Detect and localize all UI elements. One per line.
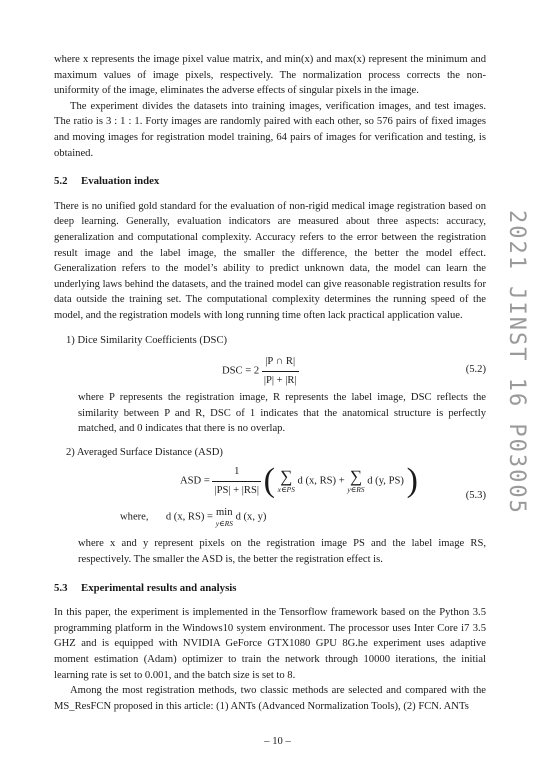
equation-number: (5.2) xyxy=(465,364,486,376)
list-item-asd-text: where x and y represent pixels on the registration image PS and the label image RS, respectively. The smaller the ASD is, the better the registration effect is. xyxy=(78,538,486,566)
paragraph-normalization: where x represents the image pixel value matrix, and min(x) and max(x) represent the minimum and maximum values of image pixels, respectively. The normalization process corrects the non-uniformity of the image, eliminates the adverse effects of singular pixels in the image. xyxy=(54,54,486,97)
section-number: 5.3 xyxy=(54,581,68,594)
paragraph-dataset-split: The experiment divides the datasets into training images, verification images, and test images. The ratio is 3 : 1 : 1. Forty images are randomly paired with each other, so 576 pairs of fixed images and moving images for registration model training, 64 pairs of images for verification and testing, is obtained. xyxy=(54,100,486,159)
equation-number: (5.3) xyxy=(465,490,486,502)
right-paren: ) xyxy=(406,462,418,500)
sum-symbol: ∑ y∈RS xyxy=(347,467,365,495)
eq52-lhs: DSC = 2 xyxy=(222,365,260,377)
min-operator: min y∈RS xyxy=(215,507,233,529)
list-item-dsc-heading: 1) Dice Similarity Coefficients (DSC) xyxy=(66,334,228,346)
page-number: – 10 – xyxy=(264,736,291,747)
body-text xyxy=(54,52,486,714)
eq53-def-rhs: d (x, y) xyxy=(235,511,267,523)
equation-5-2 xyxy=(54,352,486,388)
section-title: Experimental results and analysis xyxy=(81,581,237,594)
sum-symbol: ∑ x∈PS xyxy=(277,467,295,495)
list-item-dsc-text: where P represents the registration image, R represents the label image, DSC reflects the similarity between P and R, DSC of 1 indicates that the anatomical structure is perfectly matched, and 0 indicates that there is no overlap. xyxy=(78,392,486,435)
left-paren: ( xyxy=(263,462,275,500)
section-number: 5.2 xyxy=(54,175,68,188)
eq53-lhs: ASD = xyxy=(180,476,210,487)
section-heading-5-3 xyxy=(54,581,486,597)
journal-watermark: 2021 JINST 16 P03005 xyxy=(504,210,529,515)
eq53-where: where, xyxy=(120,511,149,523)
eq53-numerator: 1 xyxy=(212,464,261,482)
eq52-denominator: |P| + |R| xyxy=(263,374,297,386)
eq52-numerator: |P ∩ R| xyxy=(262,354,299,372)
section-heading-5-2 xyxy=(54,174,486,190)
eq52-fraction xyxy=(262,354,299,388)
list-item-asd-heading: 2) Averaged Surface Distance (ASD) xyxy=(66,446,223,458)
eq53-term2: d (y, PS) xyxy=(367,476,404,487)
paragraph-evaluation: There is no unified gold standard for the evaluation of non-rigid medical image registration based on deep learning. Generally, evaluation indicators are measured about three aspects: accuracy, generalization and computational complexity. Accuracy refers to the error between the registration result image and the label image, the smaller the difference, the better the model effect. Generalization refers to the model’s ability to predict unknown data, the model can learn the underlying laws behind the datasets, and the trained model can give reasonable registration results for data outside the training set. The computational complexity determines the running speed of the model, and the registration models with long running time often lack practical application value. xyxy=(54,200,486,321)
eq53-term1: d (x, RS) + xyxy=(297,476,345,487)
eq53-denominator: |PS| + |RS| xyxy=(214,485,259,497)
paragraph-comparison-methods: Among the most registration methods, two classic methods are selected and compared with the MS_ResFCN proposed in this article: (1) ANTs (Advanced Normalization Tools), (2) FCN. ANTs xyxy=(54,685,486,712)
eq53-fraction xyxy=(212,464,261,498)
paragraph-experiment-setup: In this paper, the experiment is implemented in the Tensorflow framework based on the Python 3.5 programming platform in the Windows10 system environment. The processor uses Inter Core i7 3.5 GHZ and is equipped with NVIDIA GeForce GTX1080 GPU 8G.he experiment uses adaptive moment estimation (Adam) optimizer to train the network through 10000 iterations, the initial learning rate is set to 0.001, and the batch size is set to 8. xyxy=(54,607,486,681)
eq53-def-lhs: d (x, RS) = xyxy=(165,511,214,523)
section-title: Evaluation index xyxy=(81,175,160,188)
equation-5-3 xyxy=(54,464,486,534)
